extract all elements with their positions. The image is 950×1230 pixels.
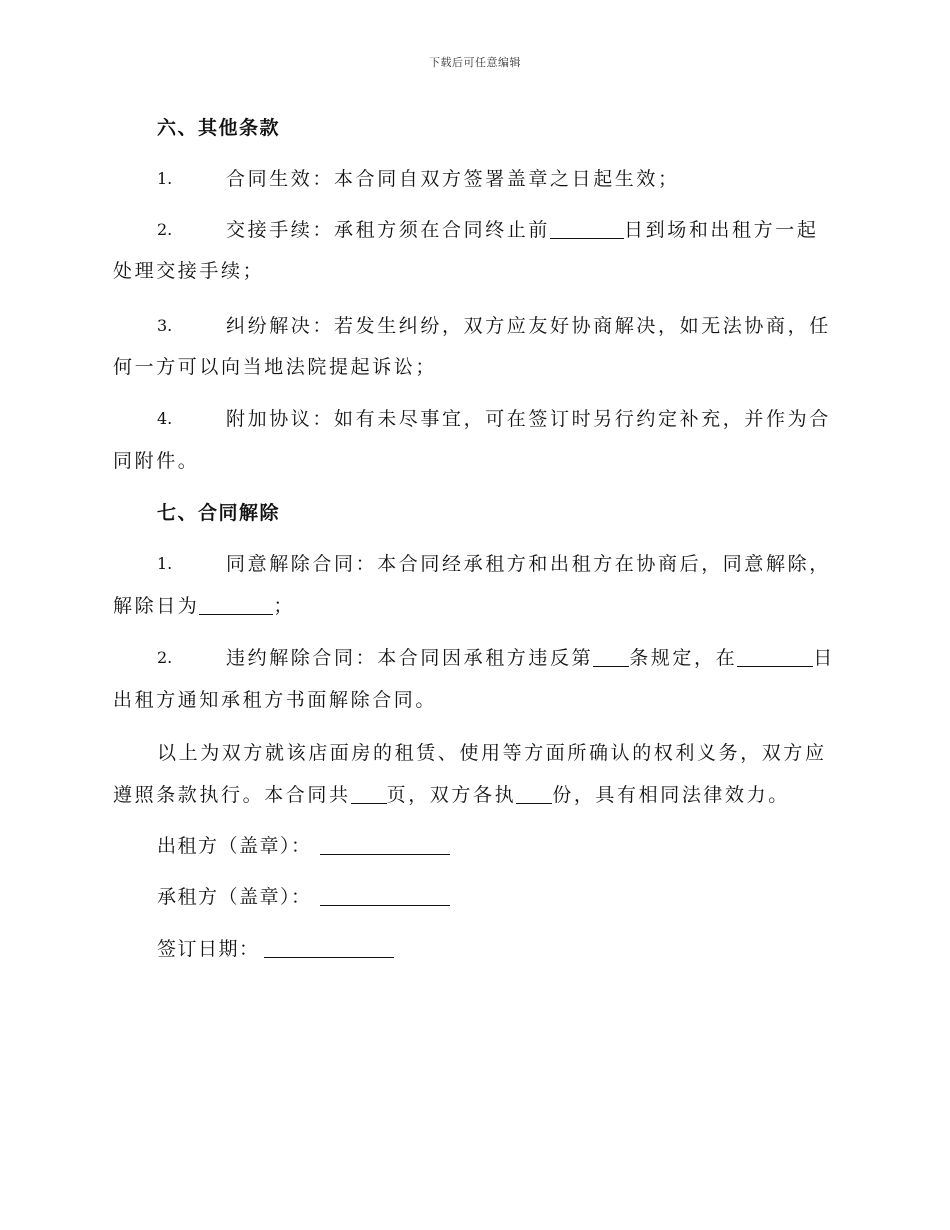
section-7-heading: 七、合同解除 bbox=[157, 502, 281, 524]
item-number: 2. bbox=[157, 220, 173, 239]
item-number: 1. bbox=[157, 554, 173, 573]
page-header: 下载后可任意编辑 bbox=[429, 56, 521, 69]
clause-dispute-cont: 何一方可以向当地法院提起诉讼； bbox=[113, 356, 438, 378]
fill-blank bbox=[550, 219, 624, 239]
sign-date-line: 签订日期： bbox=[157, 936, 394, 962]
clause-handover: 交接手续：承租方须在合同终止前 日到场和出租方一起 bbox=[226, 219, 819, 241]
clause-mutual-termination-cont: 解除日为 ； bbox=[113, 595, 296, 617]
fill-blank bbox=[593, 647, 629, 667]
clause-supplement-cont: 同附件。 bbox=[113, 450, 200, 472]
closing-paragraph: 以上为双方就该店面房的租赁、使用等方面所确认的权利义务，双方应 bbox=[157, 742, 827, 764]
section-6-heading: 六、其他条款 bbox=[157, 117, 281, 139]
signature-blank bbox=[320, 886, 450, 906]
item-number: 4. bbox=[157, 409, 173, 428]
fill-blank bbox=[737, 647, 813, 667]
lessor-signature-line: 出租方（盖章）： bbox=[157, 833, 450, 859]
clause-dispute: 纠纷解决：若发生纠纷，双方应友好协商解决，如无法协商，任 bbox=[226, 315, 831, 337]
clause-effective: 合同生效：本合同自双方签署盖章之日起生效； bbox=[226, 168, 680, 190]
lessee-signature-line: 承租方（盖章）： bbox=[157, 884, 450, 910]
item-number: 2. bbox=[157, 648, 173, 667]
item-number: 1. bbox=[157, 169, 173, 188]
fill-blank bbox=[199, 595, 273, 615]
clause-breach-termination-cont: 出租方通知承租方书面解除合同。 bbox=[113, 689, 438, 711]
fill-blank bbox=[351, 784, 387, 804]
clause-supplement: 附加协议：如有未尽事宜，可在签订时另行约定补充，并作为合 bbox=[226, 408, 831, 430]
clause-breach-termination: 违约解除合同：本合同因承租方违反第 条规定，在 日 bbox=[226, 647, 835, 669]
clause-handover-cont: 处理交接手续； bbox=[113, 260, 265, 282]
fill-blank bbox=[516, 784, 552, 804]
closing-paragraph-cont: 遵照条款执行。本合同共 页，双方各执 份，具有相同法律效力。 bbox=[113, 784, 790, 806]
clause-mutual-termination: 同意解除合同：本合同经承租方和出租方在协商后，同意解除， bbox=[226, 553, 831, 575]
signature-blank bbox=[320, 835, 450, 855]
item-number: 3. bbox=[157, 316, 173, 335]
date-blank bbox=[264, 938, 394, 958]
